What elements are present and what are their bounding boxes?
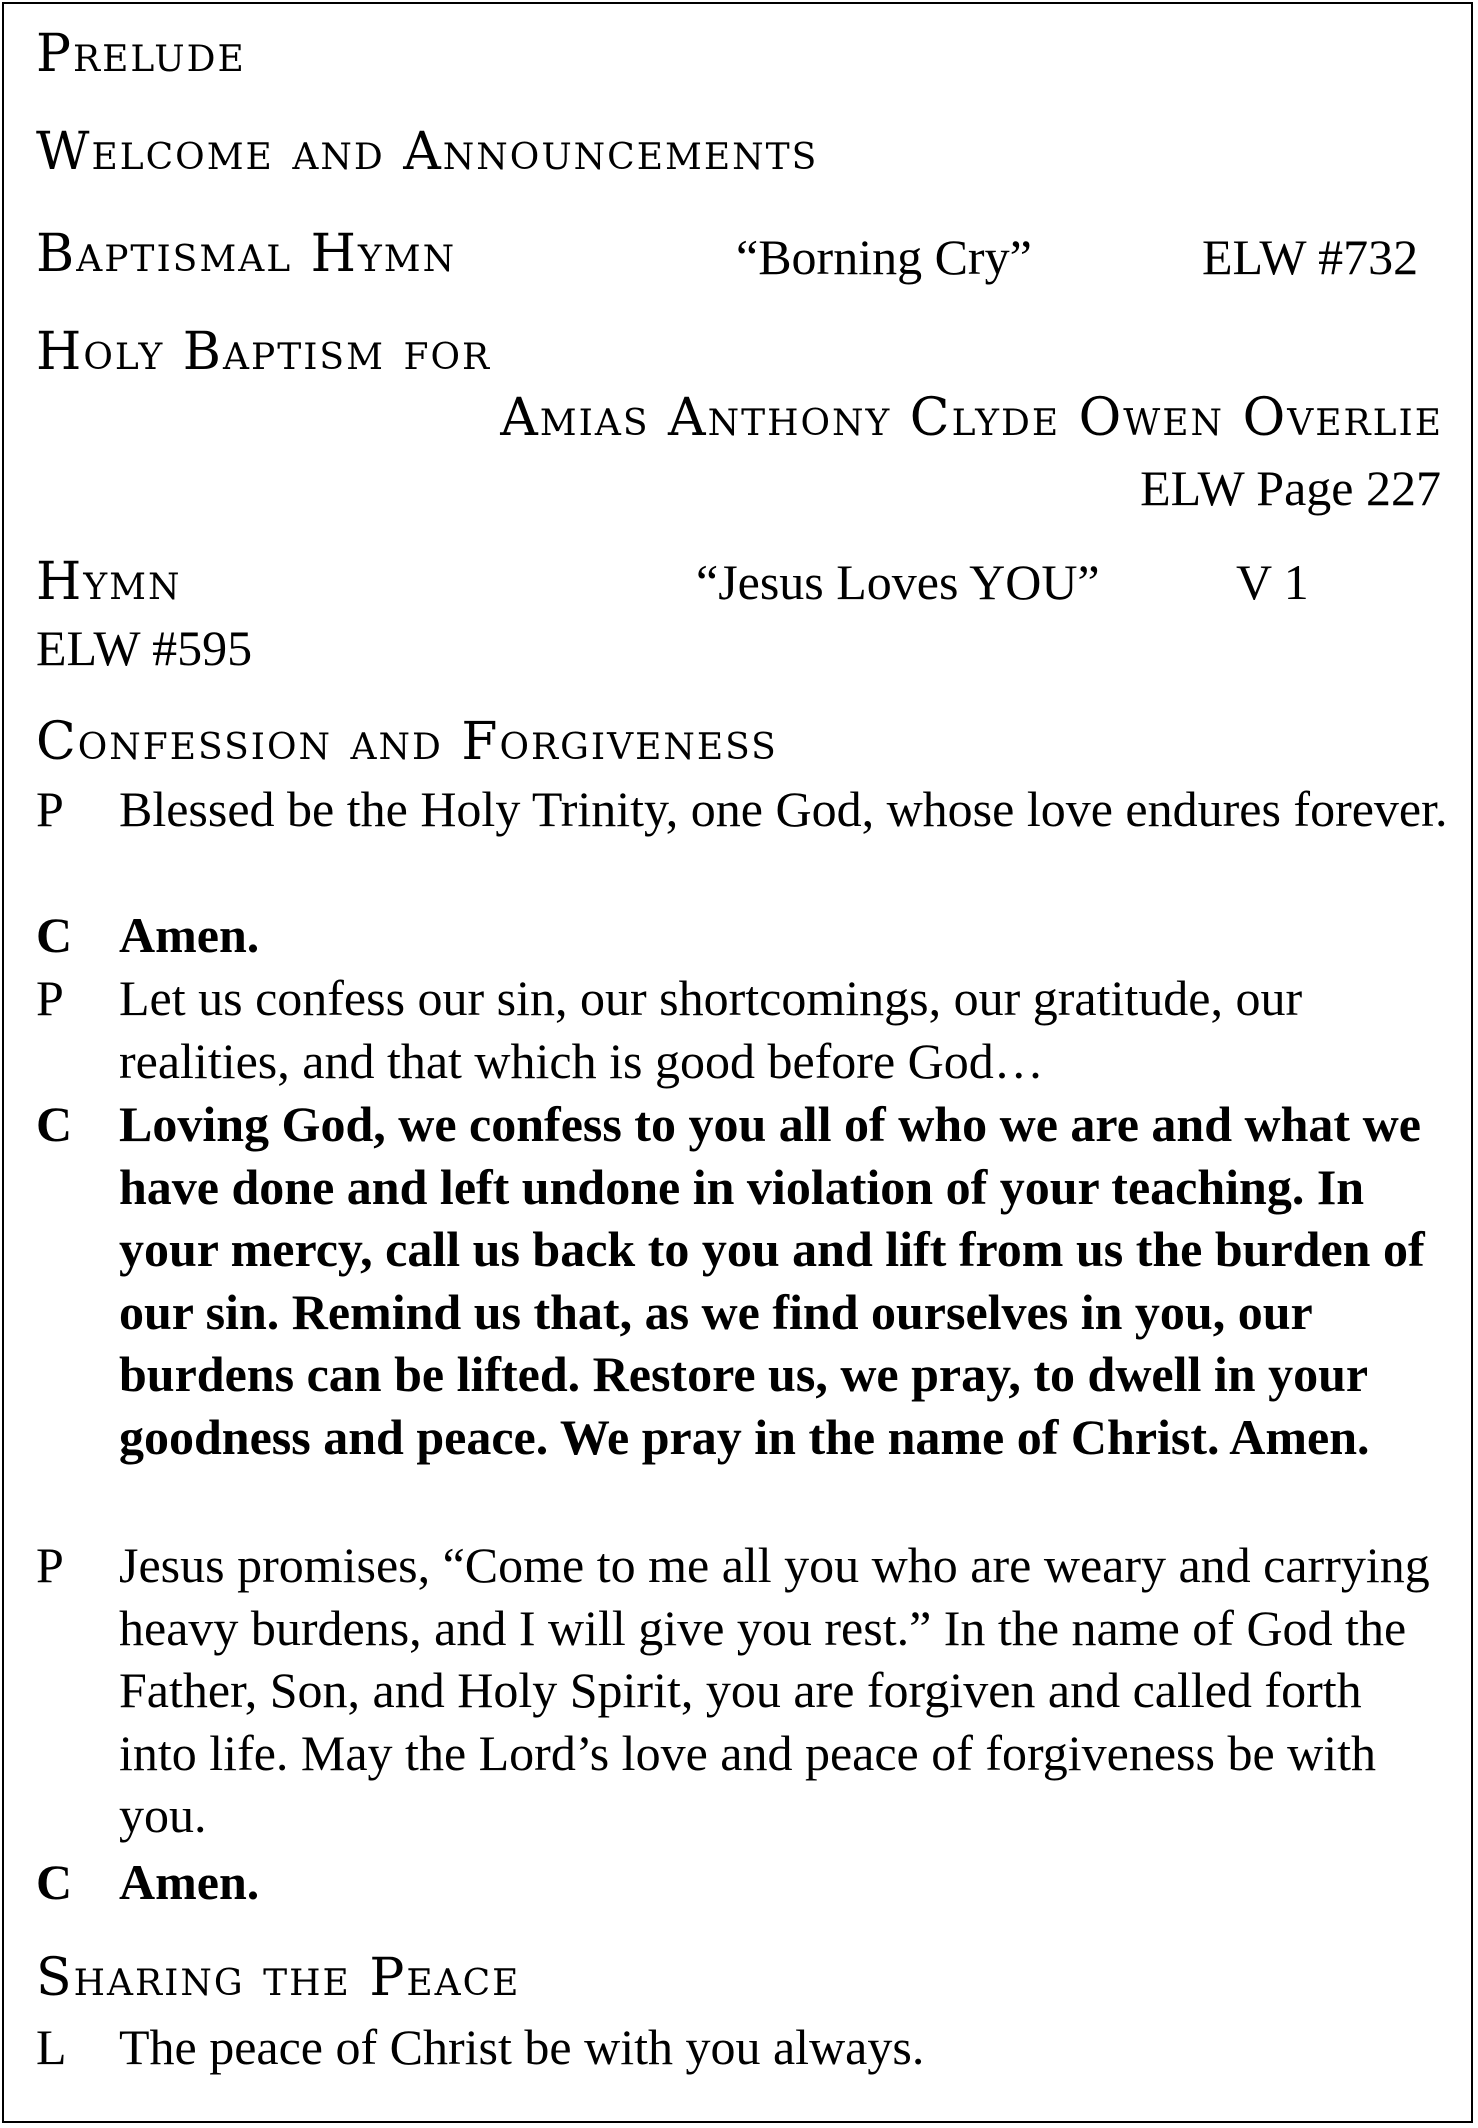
liturgy-line: Jesus promises, “Come to me all you who are weary and carrying heavy burdens, and I will give you rest.” In the name of God the Father, Son, and Holy Spirit, you are forgiven and called forth into life. May the Lord’s love and peace of forgiveness be with you.	[119, 1537, 1430, 1843]
baptism-candidate-name: Amias Anthony Clyde Owen Overlie	[500, 388, 1443, 448]
speaker-label: P	[36, 1537, 64, 1593]
bulletin-page	[2, 2, 1473, 2123]
liturgy-response: Loving God, we confess to you all of who we are and what we have done and left undone in violation of your teaching. In your mercy, call us back to you and lift from us the burden of our sin. Remind us that, as we find ourselves in you, our burdens can be lifted. Restore us, we pray, to dwell in your goodness and peace. We pray in the name of Christ. Amen.	[119, 1096, 1425, 1465]
liturgy-line: Blessed be the Holy Trinity, one God, whose love endures forever.	[119, 781, 1448, 837]
holy-baptism-ref: ELW Page 227	[1140, 460, 1441, 516]
baptismal-hymn-title: “Borning Cry”	[736, 229, 1032, 285]
liturgy-response: Amen.	[119, 1854, 260, 1910]
heading-confession: Confession and Forgiveness	[36, 712, 778, 772]
heading-hymn: Hymn	[36, 552, 182, 612]
speaker-label: C	[36, 1096, 73, 1152]
liturgy-line: The peace of Christ be with you always.	[119, 2019, 925, 2075]
speaker-label: P	[36, 781, 64, 837]
liturgy-line: Let us confess our sin, our shortcomings, our gratitude, our realities, and that which is good before God…	[119, 970, 1303, 1089]
speaker-label: C	[36, 1854, 73, 1910]
heading-sharing-peace: Sharing the Peace	[36, 1948, 521, 2008]
speaker-label: L	[36, 2019, 67, 2075]
speaker-label: C	[36, 907, 73, 963]
heading-holy-baptism: Holy Baptism for	[36, 322, 492, 382]
hymn-ref: ELW #595	[36, 620, 253, 676]
hymn-title: “Jesus Loves YOU”	[696, 554, 1100, 610]
heading-baptismal-hymn: Baptismal Hymn	[36, 224, 457, 284]
liturgy-response: Amen.	[119, 907, 260, 963]
heading-welcome: Welcome and Announcements	[36, 122, 819, 182]
heading-prelude: Prelude	[36, 24, 246, 84]
baptismal-hymn-ref: ELW #732	[1202, 229, 1419, 285]
hymn-verse: V 1	[1236, 554, 1309, 610]
speaker-label: P	[36, 970, 64, 1026]
